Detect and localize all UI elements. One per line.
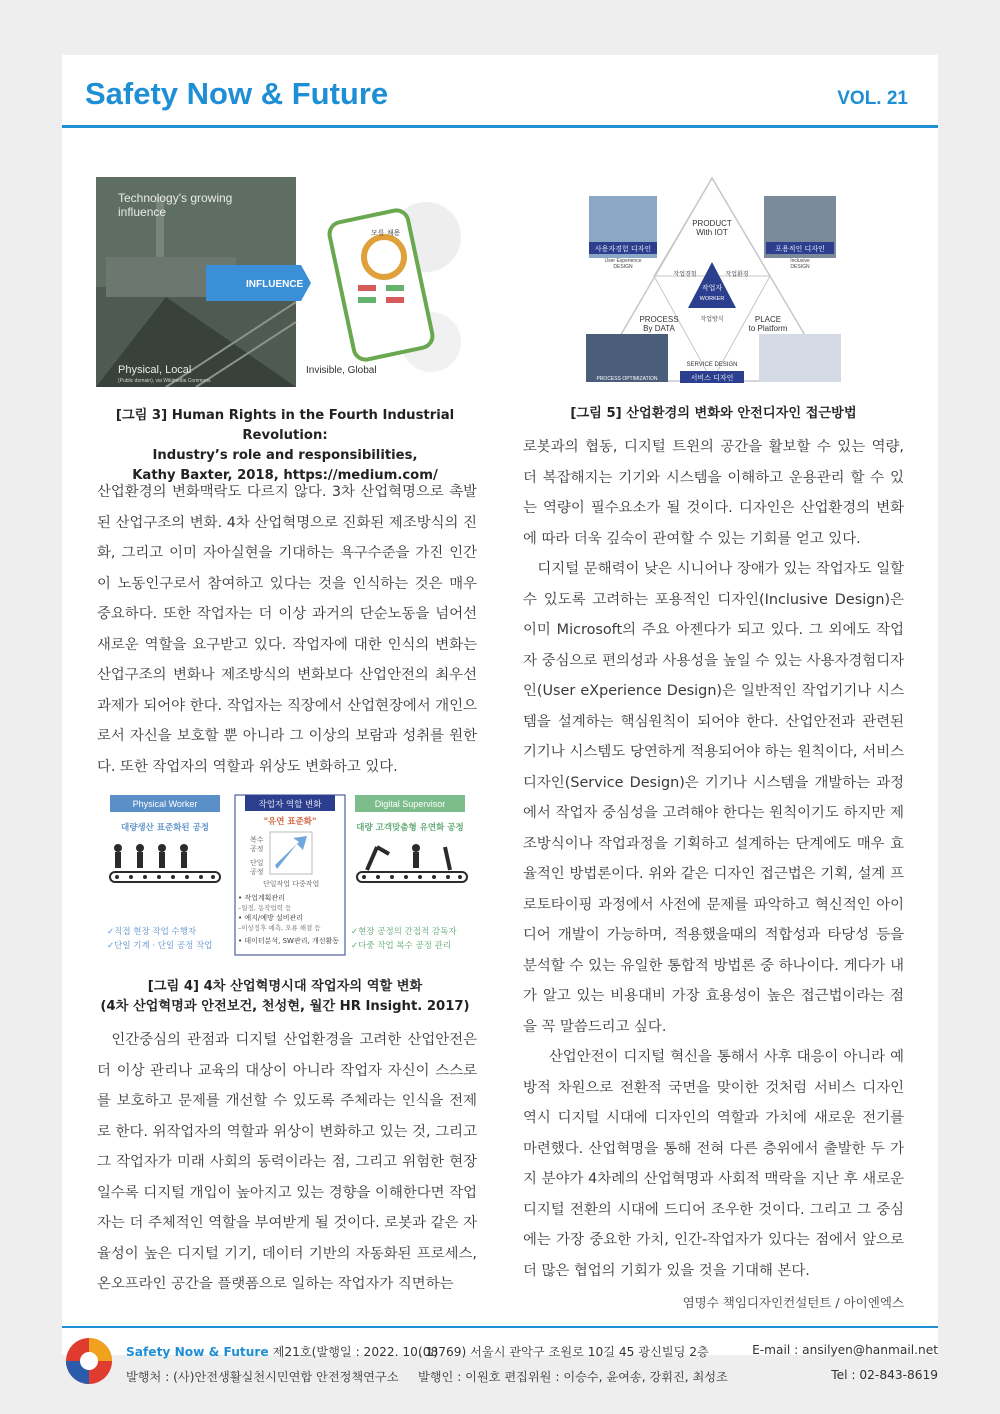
author-credit: 염명수 책임디자인컨설턴트 / 아이엔엑스 <box>682 1295 904 1310</box>
figure-5-image <box>584 176 842 386</box>
fig4-multi: 복수 <box>250 836 264 844</box>
footer-address: (08769) 서울시 관악구 조원로 10길 45 광신빌딩 2층 <box>418 1345 709 1359</box>
fig3-text-invisible: Invisible, Global <box>306 365 377 376</box>
footer-editors: 발행인 : 이원호 편집위원 : 이승수, 윤여송, 강휘진, 최성조 <box>418 1370 728 1384</box>
fig5-service-design: SERVICE DESIGN <box>686 362 738 368</box>
header-divider <box>62 125 938 128</box>
fig4-right-check2: ✓다중 작업 복수 공정 관리 <box>351 941 452 951</box>
fig4-right-check1: ✓현장 공정의 간접적 감독자 <box>351 927 457 937</box>
fig4-caption-line1: [그림 4] 4차 산업혁명시대 작업자의 역할 변화 <box>147 979 423 994</box>
fig3-text-phone: 모를 채용 <box>371 229 401 237</box>
fig5-process-opt: PROCESS OPTIMIZATION <box>596 376 658 382</box>
fig5-place: PLACE <box>754 315 782 324</box>
right-text-block <box>523 432 904 1286</box>
figure-3-image <box>96 177 478 387</box>
fig4-single: 단일 <box>250 859 264 867</box>
footer-brand: Safety Now & Future <box>126 1345 269 1359</box>
fig4-bullet1: • 작업계획관리 <box>238 894 285 902</box>
fig4-left-check1: ✓직접 현장 작업 수행자 <box>107 927 197 937</box>
fig4-right-title: 대량 고객맞춤형 유연화 공정 <box>356 823 464 833</box>
fig4-bullet2: • 예지/예방 설비관리 <box>238 914 304 922</box>
fig4-single-multi: 단일작업 다중작업 <box>263 880 320 888</box>
fig4-bullet3: • 데이터분석, SW관리, 개선활동 <box>238 937 340 945</box>
fig4-left-check2: ✓단일 기계 · 단일 공정 작업 <box>107 941 213 951</box>
footer-email: E-mail : ansilyen@hanmail.net <box>752 1343 938 1357</box>
fig5-work-exp: 작업경험 <box>673 271 697 278</box>
fig4-physical-worker: Physical Worker <box>132 799 198 809</box>
figure-5-caption: [그림 5] 산업환경의 변화와 안전디자인 접근방법 <box>570 406 857 421</box>
fig4-bullet2-sub: –이상징후 예측, 오류 해결 등 <box>238 924 321 932</box>
fig3-text-influence-sub: influence <box>118 205 167 219</box>
footer-issue: 제21호(발행일 : 2022. 10. 1) <box>268 1345 439 1359</box>
figure-3-caption <box>80 406 490 486</box>
figure-4-image <box>105 792 475 957</box>
fig5-work-method: 작업방식 <box>700 316 724 323</box>
fig3-text-influence: INFLUENCE <box>246 279 304 290</box>
left-paragraph-1: 산업환경의 변화맥락도 다르지 않다. 3차 산업혁명으로 촉발된 산업구조의 변화. 4차 산업혁명으로 진화된 제조방식의 진화, 그리고 이미 자아실현을 기대하는 욕구수준을 가진 인간이 노동인구로서 참여하고 있다는 것을 인식하는 것은 매우 중요하다. 또한 작업자는 더 이상 과거의 단순노동을 넘어선 새로운 역할을 요구받고 있다. 작업자에 대한 인식의 변화는 산업구조의 변화나 제조방식의 변화보다 산업안전의 최우선과제가 되어야 한다. 작업자는 직장에서 산업현장에서 개인으로서 자신을 보호할 뿐 아니라 그 이상의 보람과 성취를 원한다. 또한 작업자의 역할과 위상도 변화하고 있다. <box>97 484 477 775</box>
left-paragraph-2: 인간중심의 관점과 디지털 산업환경을 고려한 산업안전은 더 이상 관리나 교육의 대상이 아니라 작업자 자신이 스스로를 보호하고 문제를 개선할 수 있도록 주체라는 인식을 전제로 한다. 위작업자의 역할과 위상이 변화하고 있는 것, 그리고 그 작업자가 미래 사회의 동력이라는 점, 그리고 위험한 현장일수록 디지털 개입이 높아지고 있는 경향을 이해한다면 작업자는 더 주체적인 역할을 부여받게 될 것이다. 로봇과 같은 자율성이 높은 디지털 기기, 데이터 기반의 자동화된 프로세스, 온오프라인 공간을 플랫폼으로 일하는 작업자가 직면하는 <box>97 1032 477 1292</box>
fig4-bullet1-sub: –일정, 동작업력 등 <box>238 904 292 912</box>
left-text-block-1 <box>97 477 477 782</box>
fig4-center-sub: "유연 표준화" <box>263 817 317 827</box>
fig5-to-platform: to Platform <box>748 324 788 333</box>
fig5-inclusive-sub2: DESIGN <box>790 264 810 270</box>
fig4-process1: 공정 <box>250 845 264 853</box>
fig5-product: PRODUCT <box>692 219 732 228</box>
footer-tel: Tel : 02-843-8619 <box>831 1368 938 1382</box>
right-paragraph-2: 디지털 문해력이 낮은 시니어나 장애가 있는 작업자도 일할 수 있도록 고려하는 포용적인 디자인(Inclusive Design)은 이미 Microsoft의 주요 아젠다가 되고 있다. 그 외에도 작업자 중심으로 편의성과 사용성을 높일 수 있는 사용자경험디자인(User eXperience Design)은 일반적인 작업기기나 시스템을 설계하는 핵심원칙이 되어야 한다. 산업안전과 관련된 기기나 시스템도 당연하게 적용되어야 하는 원칙이다, 서비스디자인(Service Design)은 기기나 시스템을 개발하는 과정에서 작업자 중심성을 고려해야 한다는 원칙이기도 하지만 제조방식이나 작업과정을 기획하고 설계하는 단계에도 매우 효율적인 방법론이다. 위와 같은 디자인 접근법은 기획, 설계 프로토타이핑 과정에서 사전에 문제를 파악하고 혁신적인 아이디어 개발이 가능하며, 적용했을때의 적합성과 타당성 등을 분석할 수 있는 유일한 통합적 방법론 중 하나이다. 게다가 내가 알고 있는 비용대비 가장 효용성이 높은 접근법이라는 점을 꼭 말씀드리고 싶다. <box>523 561 904 1035</box>
footer-divider <box>62 1326 938 1328</box>
fig3-text-growing: Technology's growing <box>118 191 233 205</box>
fig5-ux-sub1: User Experience <box>604 258 642 264</box>
fig5-with-iot: With IOT <box>696 228 728 237</box>
volume-label: VOL. 21 <box>837 88 908 109</box>
fig5-worker-en: WORKER <box>699 296 725 302</box>
fig4-process2: 공정 <box>250 868 264 876</box>
figure-4-caption <box>80 977 490 1017</box>
fig3-caption-line1: [그림 3] Human Rights in the Fourth Industrial Revolution: <box>115 408 455 443</box>
right-paragraph-1: 로봇과의 협동, 디지털 트윈의 공간을 활보할 수 있는 역량, 더 복잡해지는 기기와 시스템을 이해하고 운용관리 할 수 있는 역량이 필수요소가 될 것이다. 디자인은 산업환경의 변화에 따라 더욱 깊숙이 관여할 수 있는 기회를 얻고 있다. <box>523 439 904 547</box>
fig5-worker-kr: 작업자 <box>701 284 723 292</box>
footer-brand-line <box>126 1343 438 1360</box>
fig3-caption-line3: Kathy Baxter, 2018, https://medium.com/ <box>132 468 438 483</box>
left-text-block-2 <box>97 1025 477 1300</box>
fig5-ux-sub2: DESIGN <box>613 264 633 270</box>
fig4-caption-line2: (4차 산업혁명과 안전보건, 천성현, 월간 HR Insight. 2017) <box>100 999 470 1014</box>
fig5-service-kr: 서비스 디자인 <box>690 374 734 382</box>
publisher-logo <box>64 1336 114 1390</box>
fig5-inclusive-design: 포용적인 디자인 <box>775 245 825 253</box>
fig5-work-env: 작업환경 <box>725 271 749 278</box>
fig5-ux-design: 사용자경험 디자인 <box>594 245 652 253</box>
fig3-caption-line2: Industry’s role and responsibilities, <box>152 448 418 463</box>
fig5-by-data: By DATA <box>643 324 675 333</box>
fig4-center-title: 작업자 역할 변화 <box>258 800 322 810</box>
fig4-digital-supervisor: Digital Supervisor <box>374 799 446 809</box>
fig5-process: PROCESS <box>639 315 679 324</box>
right-paragraph-3: 산업안전이 디지털 혁신을 통해서 사후 대응이 아니라 예방적 차원으로 전환적 국면을 맞이한 것처럼 서비스 디자인 역시 디지털 시대에 디자인의 역할과 가치에 새로운 전기를 마련했다. 산업혁명을 통해 전혀 다른 층위에서 출발한 두 가지 분야가 4차례의 산업혁명과 사회적 맥락을 지난 후 새로운 디지털 전환의 시대에 드디어 조우한 것이다. 그리고 그 중심에는 가장 중요한 가치, 인간-작업자가 있다는 점에서 앞으로 더 많은 협업의 기회가 있을 것을 기대해 본다. <box>523 1049 904 1279</box>
header-title: Safety Now & Future <box>85 76 389 111</box>
fig3-text-credit: (Public domain), via Wikimedia Commons <box>118 378 211 384</box>
fig5-inclusive-sub1: Inclusive <box>790 258 810 264</box>
fig3-text-physical: Physical, Local <box>118 364 192 376</box>
footer-publisher: 발행처 : (사)안전생활실천시민연합 안전정책연구소 <box>126 1370 399 1384</box>
fig4-left-title: 대량생산 표준화된 공정 <box>120 823 210 833</box>
